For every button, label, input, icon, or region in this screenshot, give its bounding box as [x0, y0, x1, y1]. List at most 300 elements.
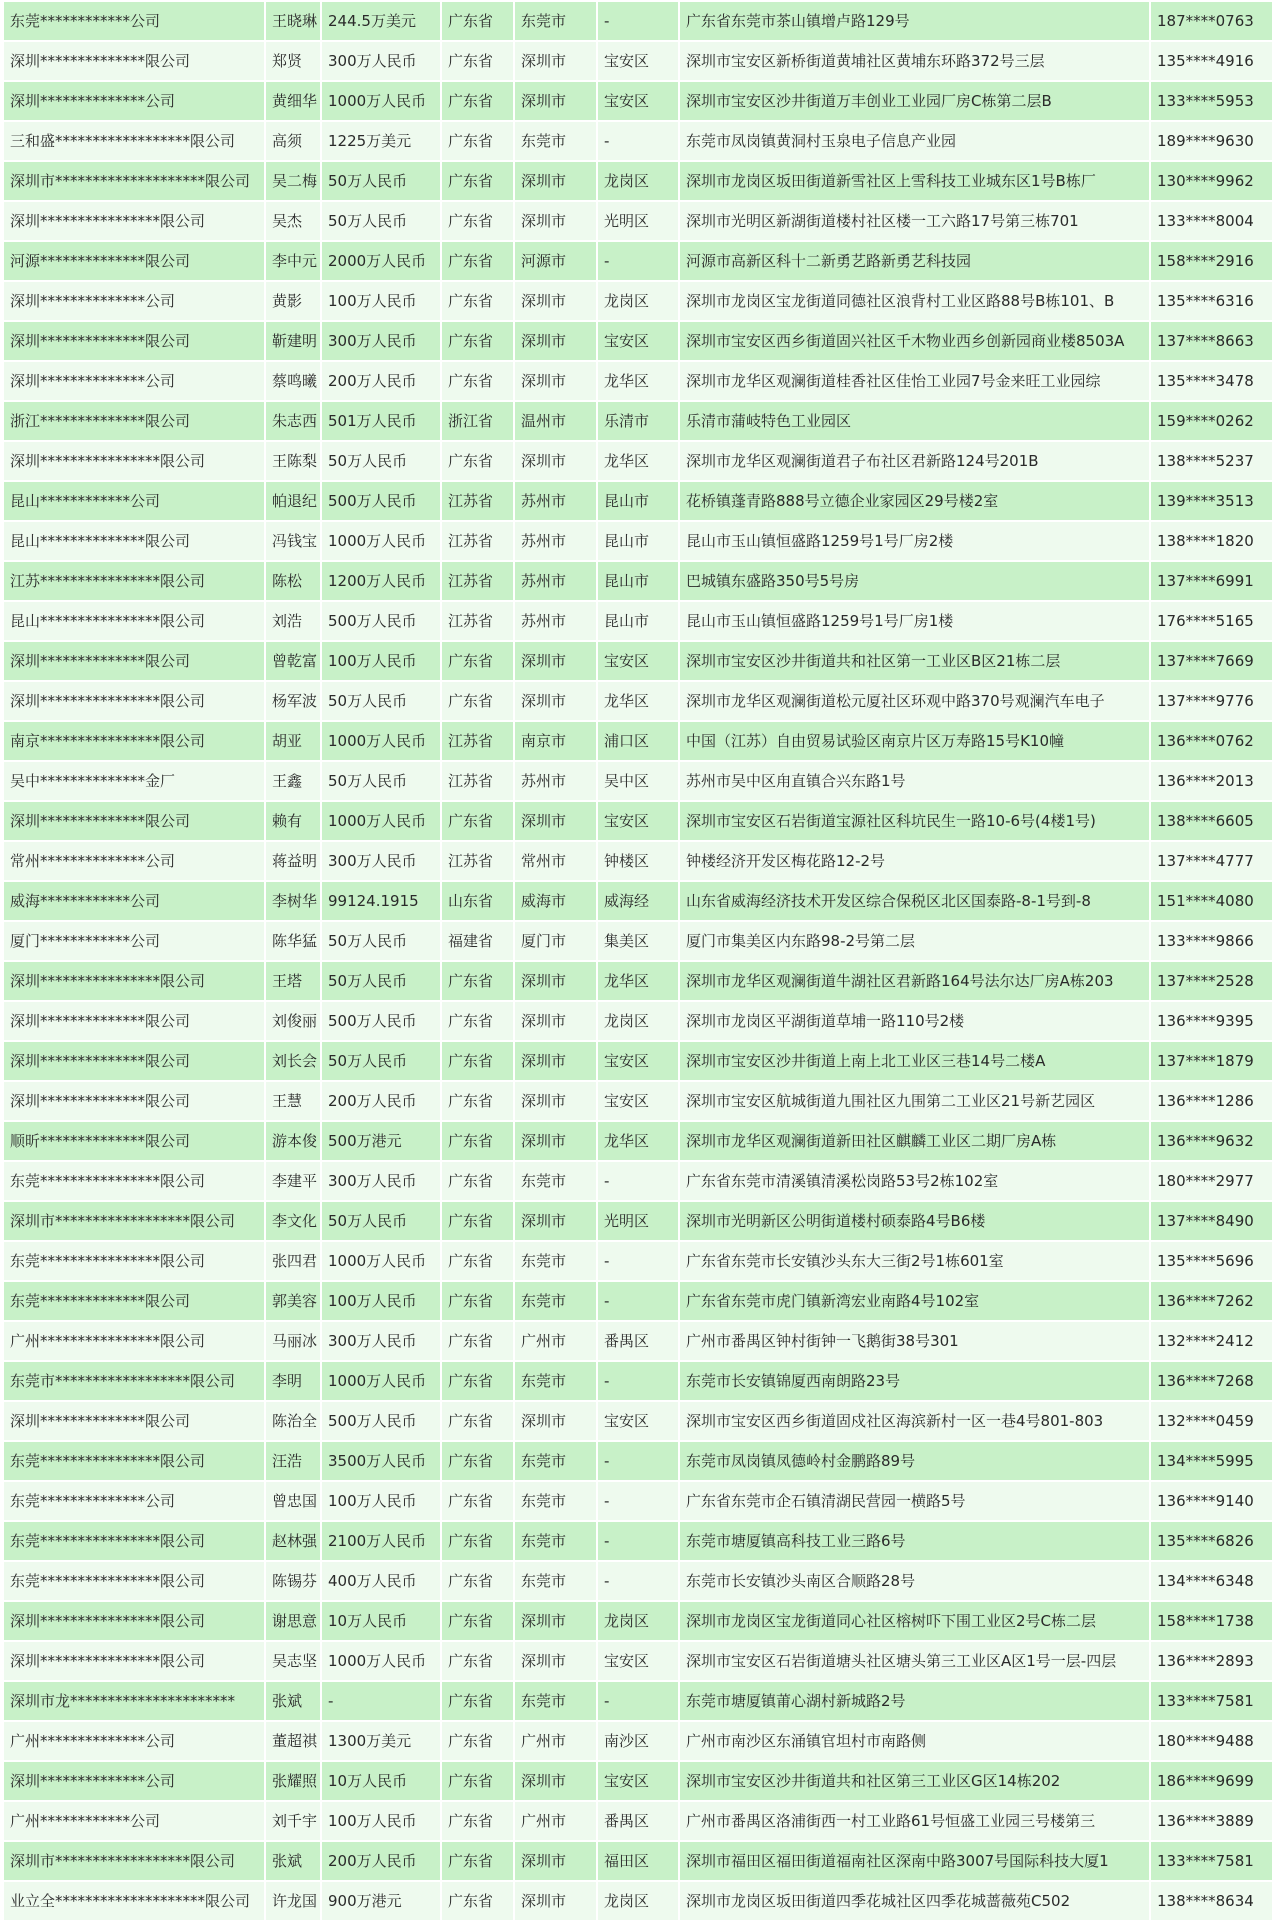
cell-company: 深圳**************限公司 [4, 642, 264, 680]
cell-address: 深圳市宝安区沙井街道共和社区第三工业区G区14栋202 [680, 1762, 1149, 1800]
cell-company: 广州**************公司 [4, 1722, 264, 1760]
cell-phone: 132****0459 [1151, 1402, 1272, 1440]
table-row [4, 1042, 1272, 1080]
cell-district: - [598, 1282, 678, 1320]
cell-phone: 187****0763 [1151, 2, 1272, 40]
cell-person: 张斌 [266, 1842, 320, 1880]
table-row [4, 602, 1272, 640]
cell-province: 广东省 [442, 1602, 513, 1640]
cell-district: 昆山市 [598, 522, 678, 560]
cell-company: 深圳市********************限公司 [4, 162, 264, 200]
cell-province: 广东省 [442, 1802, 513, 1840]
cell-phone: 136****7262 [1151, 1282, 1272, 1320]
cell-capital: 1000万人民币 [322, 1362, 440, 1400]
cell-person: 靳建明 [266, 322, 320, 360]
cell-person: 赵林强 [266, 1522, 320, 1560]
cell-city: 东莞市 [515, 122, 596, 160]
cell-address: 乐清市蒲岐特色工业园区 [680, 402, 1149, 440]
cell-person: 马丽冰 [266, 1322, 320, 1360]
table-row [4, 522, 1272, 560]
cell-person: 陈松 [266, 562, 320, 600]
cell-city: 东莞市 [515, 1442, 596, 1480]
table-row [4, 482, 1272, 520]
cell-address: 广东省东莞市虎门镇新湾宏业南路4号102室 [680, 1282, 1149, 1320]
cell-capital: 50万人民币 [322, 1042, 440, 1080]
cell-district: 宝安区 [598, 42, 678, 80]
cell-district: 吴中区 [598, 762, 678, 800]
cell-address: 深圳市龙华区观澜街道牛湖社区君新路164号法尔达厂房A栋203 [680, 962, 1149, 1000]
cell-capital: 300万人民币 [322, 322, 440, 360]
table-row [4, 162, 1272, 200]
cell-province: 福建省 [442, 922, 513, 960]
cell-address: 深圳市龙岗区平湖街道草埔一路110号2楼 [680, 1002, 1149, 1040]
cell-phone: 135****5696 [1151, 1242, 1272, 1280]
cell-phone: 138****5237 [1151, 442, 1272, 480]
cell-person: 胡亚 [266, 722, 320, 760]
cell-district: 宝安区 [598, 1762, 678, 1800]
cell-province: 广东省 [442, 82, 513, 120]
cell-capital: 300万人民币 [322, 842, 440, 880]
cell-district: 龙华区 [598, 362, 678, 400]
cell-person: 刘俊丽 [266, 1002, 320, 1040]
cell-city: 威海市 [515, 882, 596, 920]
cell-city: 河源市 [515, 242, 596, 280]
cell-address: 深圳市龙华区观澜街道新田社区麒麟工业区二期厂房A栋 [680, 1122, 1149, 1160]
cell-capital: 300万人民币 [322, 1162, 440, 1200]
cell-capital: 1000万人民币 [322, 82, 440, 120]
cell-person: 陈华猛 [266, 922, 320, 960]
cell-district: 龙华区 [598, 442, 678, 480]
cell-address: 深圳市宝安区石岩街道宝源社区科坑民生一路10-6号(4楼1号) [680, 802, 1149, 840]
cell-company: 南京****************限公司 [4, 722, 264, 760]
cell-district: 宝安区 [598, 1042, 678, 1080]
cell-phone: 159****0262 [1151, 402, 1272, 440]
cell-province: 广东省 [442, 1642, 513, 1680]
cell-person: 蒋益明 [266, 842, 320, 880]
cell-province: 广东省 [442, 442, 513, 480]
cell-address: 广州市番禺区洛浦街西一村工业路61号恒盛工业园三号楼第三 [680, 1802, 1149, 1840]
cell-province: 广东省 [442, 242, 513, 280]
cell-address: 东莞市长安镇锦厦西南朗路23号 [680, 1362, 1149, 1400]
table-row [4, 282, 1272, 320]
cell-city: 深圳市 [515, 42, 596, 80]
cell-district: 龙岗区 [598, 1882, 678, 1920]
cell-person: 王陈梨 [266, 442, 320, 480]
cell-phone: 133****7581 [1151, 1682, 1272, 1720]
cell-province: 广东省 [442, 1522, 513, 1560]
cell-province: 江苏省 [442, 602, 513, 640]
cell-district: - [598, 2, 678, 40]
cell-company: 浙江**************限公司 [4, 402, 264, 440]
table-row [4, 1762, 1272, 1800]
cell-company: 深圳****************限公司 [4, 1602, 264, 1640]
cell-company: 吴中**************金厂 [4, 762, 264, 800]
cell-province: 江苏省 [442, 482, 513, 520]
cell-company: 深圳****************限公司 [4, 202, 264, 240]
cell-phone: 180****2977 [1151, 1162, 1272, 1200]
cell-city: 深圳市 [515, 802, 596, 840]
cell-city: 深圳市 [515, 1122, 596, 1160]
cell-address: 东莞市凤岗镇凤德岭村金鹏路89号 [680, 1442, 1149, 1480]
cell-person: 李明 [266, 1362, 320, 1400]
cell-capital: 500万人民币 [322, 602, 440, 640]
cell-person: 李建平 [266, 1162, 320, 1200]
table-row [4, 1402, 1272, 1440]
cell-city: 深圳市 [515, 362, 596, 400]
cell-company: 东莞************公司 [4, 2, 264, 40]
cell-capital: 1200万人民币 [322, 562, 440, 600]
cell-address: 广东省东莞市企石镇清湖民营园一横路5号 [680, 1482, 1149, 1520]
table-row [4, 1722, 1272, 1760]
cell-capital: 501万人民币 [322, 402, 440, 440]
cell-capital: 400万人民币 [322, 1562, 440, 1600]
cell-capital: - [322, 1682, 440, 1720]
cell-company: 东莞****************限公司 [4, 1162, 264, 1200]
cell-province: 广东省 [442, 682, 513, 720]
table-row [4, 1482, 1272, 1520]
cell-district: - [598, 1482, 678, 1520]
cell-person: 刘浩 [266, 602, 320, 640]
cell-person: 刘千宇 [266, 1802, 320, 1840]
table-row [4, 1442, 1272, 1480]
cell-phone: 180****9488 [1151, 1722, 1272, 1760]
cell-person: 冯钱宝 [266, 522, 320, 560]
cell-person: 高须 [266, 122, 320, 160]
cell-person: 李中元 [266, 242, 320, 280]
cell-address: 广东省东莞市茶山镇增卢路129号 [680, 2, 1149, 40]
cell-company: 昆山****************限公司 [4, 602, 264, 640]
cell-capital: 2000万人民币 [322, 242, 440, 280]
table-row [4, 1362, 1272, 1400]
cell-company: 河源**************限公司 [4, 242, 264, 280]
cell-person: 王塔 [266, 962, 320, 1000]
table-row [4, 1322, 1272, 1360]
cell-address: 花桥镇蓬青路888号立德企业家园区29号楼2室 [680, 482, 1149, 520]
cell-city: 深圳市 [515, 1882, 596, 1920]
cell-company: 东莞**************限公司 [4, 1282, 264, 1320]
cell-province: 广东省 [442, 282, 513, 320]
cell-city: 东莞市 [515, 1482, 596, 1520]
cell-province: 广东省 [442, 322, 513, 360]
cell-province: 江苏省 [442, 522, 513, 560]
cell-person: 谢思意 [266, 1602, 320, 1640]
cell-address: 河源市高新区科十二新勇艺路新勇艺科技园 [680, 242, 1149, 280]
cell-district: 番禺区 [598, 1802, 678, 1840]
cell-district: 浦口区 [598, 722, 678, 760]
cell-phone: 136****3889 [1151, 1802, 1272, 1840]
cell-district: 昆山市 [598, 562, 678, 600]
cell-person: 黄影 [266, 282, 320, 320]
cell-company: 深圳市******************限公司 [4, 1842, 264, 1880]
cell-city: 苏州市 [515, 522, 596, 560]
cell-province: 江苏省 [442, 842, 513, 880]
table-row [4, 42, 1272, 80]
cell-province: 江苏省 [442, 762, 513, 800]
cell-district: 龙华区 [598, 682, 678, 720]
cell-company: 昆山**************限公司 [4, 522, 264, 560]
cell-province: 广东省 [442, 1842, 513, 1880]
cell-province: 广东省 [442, 122, 513, 160]
cell-capital: 10万人民币 [322, 1602, 440, 1640]
cell-city: 深圳市 [515, 1042, 596, 1080]
cell-address: 深圳市宝安区西乡街道固戍社区海滨新村一区一巷4号801-803 [680, 1402, 1149, 1440]
cell-capital: 500万人民币 [322, 482, 440, 520]
table-row [4, 842, 1272, 880]
cell-address: 东莞市塘厦镇高科技工业三路6号 [680, 1522, 1149, 1560]
cell-capital: 1000万人民币 [322, 1242, 440, 1280]
cell-person: 许龙国 [266, 1882, 320, 1920]
cell-address: 东莞市长安镇沙头南区合顺路28号 [680, 1562, 1149, 1600]
cell-district: - [598, 1242, 678, 1280]
cell-address: 东莞市凤岗镇黄洞村玉泉电子信息产业园 [680, 122, 1149, 160]
cell-company: 江苏****************限公司 [4, 562, 264, 600]
cell-person: 张斌 [266, 1682, 320, 1720]
cell-phone: 137****9776 [1151, 682, 1272, 720]
table-row [4, 402, 1272, 440]
cell-phone: 137****4777 [1151, 842, 1272, 880]
cell-district: 宝安区 [598, 642, 678, 680]
cell-province: 广东省 [442, 1082, 513, 1120]
cell-province: 浙江省 [442, 402, 513, 440]
cell-company: 深圳****************限公司 [4, 1642, 264, 1680]
cell-province: 广东省 [442, 42, 513, 80]
cell-phone: 136****0762 [1151, 722, 1272, 760]
cell-company: 广州************公司 [4, 1802, 264, 1840]
cell-city: 东莞市 [515, 1522, 596, 1560]
cell-company: 深圳**************限公司 [4, 1402, 264, 1440]
cell-person: 蔡鸣曦 [266, 362, 320, 400]
cell-district: 龙岗区 [598, 282, 678, 320]
cell-address: 深圳市宝安区新桥街道黄埔社区黄埔东环路372号三层 [680, 42, 1149, 80]
cell-city: 东莞市 [515, 1562, 596, 1600]
table-row [4, 1002, 1272, 1040]
cell-address: 深圳市宝安区航城街道九围社区九围第二工业区21号新艺园区 [680, 1082, 1149, 1120]
cell-city: 深圳市 [515, 1402, 596, 1440]
cell-address: 深圳市龙岗区宝龙街道同心社区榕树吓下围工业区2号C栋二层 [680, 1602, 1149, 1640]
cell-city: 深圳市 [515, 162, 596, 200]
cell-person: 游本俊 [266, 1122, 320, 1160]
table-row [4, 1082, 1272, 1120]
cell-address: 深圳市光明新区公明街道楼村硕泰路4号B6楼 [680, 1202, 1149, 1240]
cell-district: - [598, 1522, 678, 1560]
cell-capital: 1000万人民币 [322, 522, 440, 560]
cell-district: 番禺区 [598, 1322, 678, 1360]
cell-capital: 1000万人民币 [322, 1642, 440, 1680]
table-row [4, 562, 1272, 600]
cell-phone: 135****4916 [1151, 42, 1272, 80]
table-row [4, 1602, 1272, 1640]
cell-city: 深圳市 [515, 962, 596, 1000]
cell-city: 常州市 [515, 842, 596, 880]
cell-phone: 133****8004 [1151, 202, 1272, 240]
table-row [4, 1882, 1272, 1920]
cell-company: 深圳**************公司 [4, 1762, 264, 1800]
cell-capital: 1000万人民币 [322, 802, 440, 840]
cell-address: 深圳市龙岗区宝龙街道同德社区浪背村工业区路88号B栋101、B [680, 282, 1149, 320]
cell-phone: 136****2013 [1151, 762, 1272, 800]
cell-capital: 3500万人民币 [322, 1442, 440, 1480]
cell-phone: 137****6991 [1151, 562, 1272, 600]
cell-capital: 50万人民币 [322, 202, 440, 240]
table-row [4, 1682, 1272, 1720]
cell-city: 广州市 [515, 1802, 596, 1840]
cell-city: 深圳市 [515, 682, 596, 720]
cell-company: 深圳市******************限公司 [4, 1202, 264, 1240]
cell-company: 深圳**************公司 [4, 282, 264, 320]
cell-company: 东莞****************限公司 [4, 1442, 264, 1480]
cell-person: 吴杰 [266, 202, 320, 240]
cell-phone: 136****1286 [1151, 1082, 1272, 1120]
cell-person: 郭美容 [266, 1282, 320, 1320]
cell-address: 深圳市龙华区观澜街道桂香社区佳怡工业园7号金来旺工业园综 [680, 362, 1149, 400]
cell-city: 深圳市 [515, 202, 596, 240]
cell-district: - [598, 1682, 678, 1720]
cell-person: 李文化 [266, 1202, 320, 1240]
cell-phone: 138****1820 [1151, 522, 1272, 560]
cell-phone: 138****8634 [1151, 1882, 1272, 1920]
cell-city: 深圳市 [515, 282, 596, 320]
cell-company: 深圳**************公司 [4, 82, 264, 120]
cell-province: 广东省 [442, 362, 513, 400]
cell-district: 宝安区 [598, 1402, 678, 1440]
cell-phone: 137****7669 [1151, 642, 1272, 680]
cell-district: - [598, 1362, 678, 1400]
cell-company: 深圳**************限公司 [4, 1082, 264, 1120]
cell-phone: 186****9699 [1151, 1762, 1272, 1800]
table-row [4, 802, 1272, 840]
cell-phone: 137****2528 [1151, 962, 1272, 1000]
cell-address: 深圳市龙岗区坂田街道新雪社区上雪科技工业城东区1号B栋厂 [680, 162, 1149, 200]
cell-province: 广东省 [442, 1162, 513, 1200]
table-row [4, 642, 1272, 680]
table-row [4, 1842, 1272, 1880]
cell-district: 龙岗区 [598, 1002, 678, 1040]
cell-phone: 135****3478 [1151, 362, 1272, 400]
cell-city: 深圳市 [515, 642, 596, 680]
cell-company: 深圳****************限公司 [4, 442, 264, 480]
cell-company: 深圳**************公司 [4, 362, 264, 400]
cell-person: 吴志坚 [266, 1642, 320, 1680]
cell-capital: 2100万人民币 [322, 1522, 440, 1560]
cell-company: 威海************公司 [4, 882, 264, 920]
cell-phone: 137****1879 [1151, 1042, 1272, 1080]
table-row [4, 762, 1272, 800]
cell-phone: 189****9630 [1151, 122, 1272, 160]
cell-phone: 139****3513 [1151, 482, 1272, 520]
table-row [4, 442, 1272, 480]
cell-district: 龙岗区 [598, 1602, 678, 1640]
cell-capital: 300万人民币 [322, 42, 440, 80]
cell-company: 深圳**************限公司 [4, 42, 264, 80]
cell-city: 深圳市 [515, 1762, 596, 1800]
cell-city: 深圳市 [515, 1002, 596, 1040]
cell-phone: 137****8663 [1151, 322, 1272, 360]
cell-phone: 136****2893 [1151, 1642, 1272, 1680]
cell-district: 宝安区 [598, 322, 678, 360]
cell-city: 深圳市 [515, 1842, 596, 1880]
table-row [4, 922, 1272, 960]
cell-address: 厦门市集美区内东路98-2号第二层 [680, 922, 1149, 960]
cell-address: 山东省威海经济技术开发区综合保税区北区国泰路-8-1号到-8 [680, 882, 1149, 920]
cell-city: 深圳市 [515, 1082, 596, 1120]
cell-province: 广东省 [442, 1202, 513, 1240]
table-row [4, 122, 1272, 160]
cell-province: 山东省 [442, 882, 513, 920]
company-table [2, 0, 1274, 1920]
cell-person: 曾忠国 [266, 1482, 320, 1520]
cell-capital: 50万人民币 [322, 682, 440, 720]
cell-city: 南京市 [515, 722, 596, 760]
table-row [4, 1202, 1272, 1240]
cell-address: 深圳市龙华区观澜街道君子布社区君新路124号201B [680, 442, 1149, 480]
cell-company: 深圳****************限公司 [4, 682, 264, 720]
cell-address: 深圳市宝安区石岩街道塘头社区塘头第三工业区A区1号一层-四层 [680, 1642, 1149, 1680]
cell-person: 吴二梅 [266, 162, 320, 200]
table-row [4, 202, 1272, 240]
table-row [4, 1282, 1272, 1320]
cell-city: 苏州市 [515, 562, 596, 600]
cell-capital: 244.5万美元 [322, 2, 440, 40]
cell-city: 苏州市 [515, 762, 596, 800]
cell-province: 江苏省 [442, 722, 513, 760]
cell-capital: 1300万美元 [322, 1722, 440, 1760]
cell-person: 曾乾富 [266, 642, 320, 680]
cell-province: 广东省 [442, 802, 513, 840]
cell-city: 深圳市 [515, 442, 596, 480]
cell-address: 深圳市宝安区沙井街道上南上北工业区三巷14号二楼A [680, 1042, 1149, 1080]
cell-person: 汪浩 [266, 1442, 320, 1480]
table-row [4, 962, 1272, 1000]
table-row [4, 82, 1272, 120]
cell-person: 王鑫 [266, 762, 320, 800]
cell-capital: 500万港元 [322, 1122, 440, 1160]
cell-phone: 138****6605 [1151, 802, 1272, 840]
cell-phone: 133****5953 [1151, 82, 1272, 120]
cell-address: 广州市南沙区东涌镇官坦村市南路侧 [680, 1722, 1149, 1760]
cell-address: 深圳市福田区福田街道福南社区深南中路3007号国际科技大厦1 [680, 1842, 1149, 1880]
cell-city: 温州市 [515, 402, 596, 440]
cell-phone: 134****6348 [1151, 1562, 1272, 1600]
cell-phone: 136****9632 [1151, 1122, 1272, 1160]
cell-capital: 200万人民币 [322, 1842, 440, 1880]
cell-person: 王慧 [266, 1082, 320, 1120]
cell-capital: 100万人民币 [322, 1802, 440, 1840]
cell-company: 深圳**************限公司 [4, 322, 264, 360]
cell-district: 威海经 [598, 882, 678, 920]
cell-phone: 130****9962 [1151, 162, 1272, 200]
cell-company: 三和盛******************限公司 [4, 122, 264, 160]
cell-capital: 50万人民币 [322, 762, 440, 800]
table-row [4, 722, 1272, 760]
cell-company: 昆山************公司 [4, 482, 264, 520]
cell-phone: 137****8490 [1151, 1202, 1272, 1240]
cell-phone: 135****6826 [1151, 1522, 1272, 1560]
cell-address: 深圳市龙岗区坂田街道四季花城社区四季花城蔷薇苑C502 [680, 1882, 1149, 1920]
cell-capital: 10万人民币 [322, 1762, 440, 1800]
cell-district: 福田区 [598, 1842, 678, 1880]
cell-province: 广东省 [442, 1362, 513, 1400]
table-row [4, 682, 1272, 720]
cell-person: 王晓琳 [266, 2, 320, 40]
cell-phone: 135****6316 [1151, 282, 1272, 320]
cell-capital: 50万人民币 [322, 162, 440, 200]
cell-person: 张四君 [266, 1242, 320, 1280]
cell-company: 广州****************限公司 [4, 1322, 264, 1360]
cell-city: 广州市 [515, 1722, 596, 1760]
cell-city: 苏州市 [515, 602, 596, 640]
cell-district: 集美区 [598, 922, 678, 960]
cell-company: 东莞****************限公司 [4, 1242, 264, 1280]
